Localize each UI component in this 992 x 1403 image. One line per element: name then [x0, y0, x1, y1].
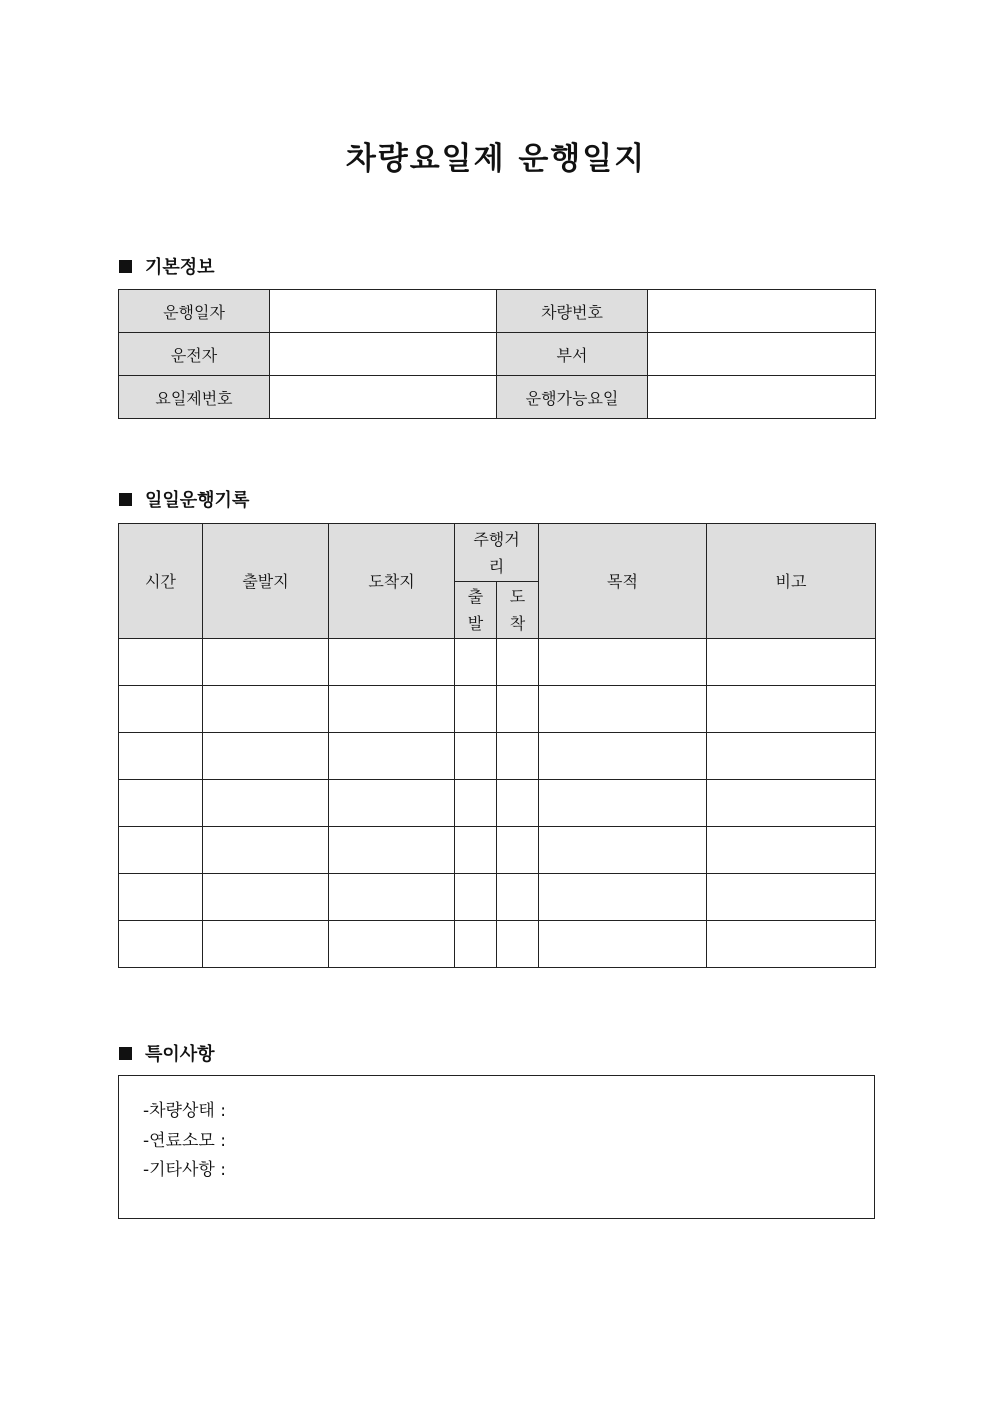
- distance-departure-cell[interactable]: [455, 639, 497, 686]
- section-notes-label: 특이사항: [145, 1044, 215, 1065]
- departure-cell[interactable]: [203, 921, 329, 968]
- notes-box[interactable]: [118, 1075, 875, 1219]
- available-days-field[interactable]: [648, 376, 876, 419]
- time-cell[interactable]: [119, 921, 203, 968]
- distance-arrival-cell[interactable]: [497, 639, 539, 686]
- arrival-cell[interactable]: [329, 921, 455, 968]
- table-row: [119, 639, 876, 686]
- arrival-cell[interactable]: [329, 733, 455, 780]
- table-row: [119, 921, 876, 968]
- header-dist-dep-line1: 출: [467, 587, 484, 606]
- section-notes: [119, 1040, 215, 1066]
- purpose-cell[interactable]: [539, 921, 707, 968]
- department-field[interactable]: [648, 333, 876, 376]
- distance-departure-cell[interactable]: [455, 733, 497, 780]
- label-drive-date: 운행일자: [119, 290, 270, 333]
- remarks-cell[interactable]: [707, 874, 876, 921]
- remarks-cell[interactable]: [707, 921, 876, 968]
- remarks-cell[interactable]: [707, 733, 876, 780]
- basic-info-table: [118, 289, 876, 419]
- purpose-cell[interactable]: [539, 686, 707, 733]
- remarks-cell[interactable]: [707, 827, 876, 874]
- header-distance-arrival: [497, 582, 539, 639]
- weekday-number-field[interactable]: [270, 376, 497, 419]
- time-cell[interactable]: [119, 686, 203, 733]
- driver-field[interactable]: [270, 333, 497, 376]
- arrival-cell[interactable]: [329, 686, 455, 733]
- section-basic-info-label: 기본정보: [145, 257, 215, 278]
- table-row: [119, 874, 876, 921]
- header-departure: 출발지: [203, 524, 329, 639]
- remarks-cell[interactable]: [707, 780, 876, 827]
- distance-departure-cell[interactable]: [455, 686, 497, 733]
- departure-cell[interactable]: [203, 639, 329, 686]
- header-time: 시간: [119, 524, 203, 639]
- distance-arrival-cell[interactable]: [497, 827, 539, 874]
- section-daily-log: [119, 486, 249, 512]
- header-distance-line1: 주행거: [473, 529, 520, 549]
- arrival-cell[interactable]: [329, 780, 455, 827]
- square-bullet-icon: [119, 260, 132, 273]
- distance-arrival-cell[interactable]: [497, 686, 539, 733]
- arrival-cell[interactable]: [329, 874, 455, 921]
- arrival-cell[interactable]: [329, 639, 455, 686]
- time-cell[interactable]: [119, 733, 203, 780]
- departure-cell[interactable]: [203, 686, 329, 733]
- header-arrival: 도착지: [329, 524, 455, 639]
- table-row: [119, 780, 876, 827]
- remarks-cell[interactable]: [707, 686, 876, 733]
- departure-cell[interactable]: [203, 733, 329, 780]
- purpose-cell[interactable]: [539, 874, 707, 921]
- label-available-days: 운행가능요일: [497, 376, 648, 419]
- purpose-cell[interactable]: [539, 733, 707, 780]
- departure-cell[interactable]: [203, 827, 329, 874]
- departure-cell[interactable]: [203, 874, 329, 921]
- distance-arrival-cell[interactable]: [497, 921, 539, 968]
- time-cell[interactable]: [119, 874, 203, 921]
- remarks-cell[interactable]: [707, 639, 876, 686]
- purpose-cell[interactable]: [539, 639, 707, 686]
- daily-log-table: [118, 523, 876, 968]
- section-daily-log-label: 일일운행기록: [145, 490, 250, 511]
- log-body: [119, 639, 876, 968]
- header-dist-arr-line1: 도: [509, 587, 526, 606]
- distance-departure-cell[interactable]: [455, 921, 497, 968]
- header-dist-dep-line2: 발: [467, 614, 484, 633]
- table-row: [119, 686, 876, 733]
- time-cell[interactable]: [119, 827, 203, 874]
- label-vehicle-number: 차량번호: [497, 290, 648, 333]
- table-row: [119, 733, 876, 780]
- departure-cell[interactable]: [203, 780, 329, 827]
- note-vehicle-condition: -차량상태 :: [143, 1101, 226, 1121]
- label-department: 부서: [497, 333, 648, 376]
- square-bullet-icon: [119, 1047, 132, 1060]
- square-bullet-icon: [119, 493, 132, 506]
- header-remarks: 비고: [707, 524, 876, 639]
- section-basic-info: [119, 253, 215, 279]
- time-cell[interactable]: [119, 639, 203, 686]
- header-distance-departure: [455, 582, 497, 639]
- drive-date-field[interactable]: [270, 290, 497, 333]
- header-purpose: 목적: [539, 524, 707, 639]
- note-other: -기타사항 :: [143, 1160, 226, 1180]
- distance-departure-cell[interactable]: [455, 780, 497, 827]
- header-dist-arr-line2: 착: [509, 614, 526, 633]
- table-row: [119, 827, 876, 874]
- label-weekday-number: 요일제번호: [119, 376, 270, 419]
- header-distance-line2: 리: [488, 556, 505, 576]
- purpose-cell[interactable]: [539, 827, 707, 874]
- distance-departure-cell[interactable]: [455, 827, 497, 874]
- time-cell[interactable]: [119, 780, 203, 827]
- arrival-cell[interactable]: [329, 827, 455, 874]
- note-fuel-consumption: -연료소모 :: [143, 1131, 226, 1151]
- distance-arrival-cell[interactable]: [497, 733, 539, 780]
- distance-arrival-cell[interactable]: [497, 780, 539, 827]
- label-driver: 운전자: [119, 333, 270, 376]
- distance-departure-cell[interactable]: [455, 874, 497, 921]
- purpose-cell[interactable]: [539, 780, 707, 827]
- header-distance: [455, 524, 539, 582]
- page-title: 차량요일제 운행일지: [345, 141, 647, 177]
- distance-arrival-cell[interactable]: [497, 874, 539, 921]
- vehicle-number-field[interactable]: [648, 290, 876, 333]
